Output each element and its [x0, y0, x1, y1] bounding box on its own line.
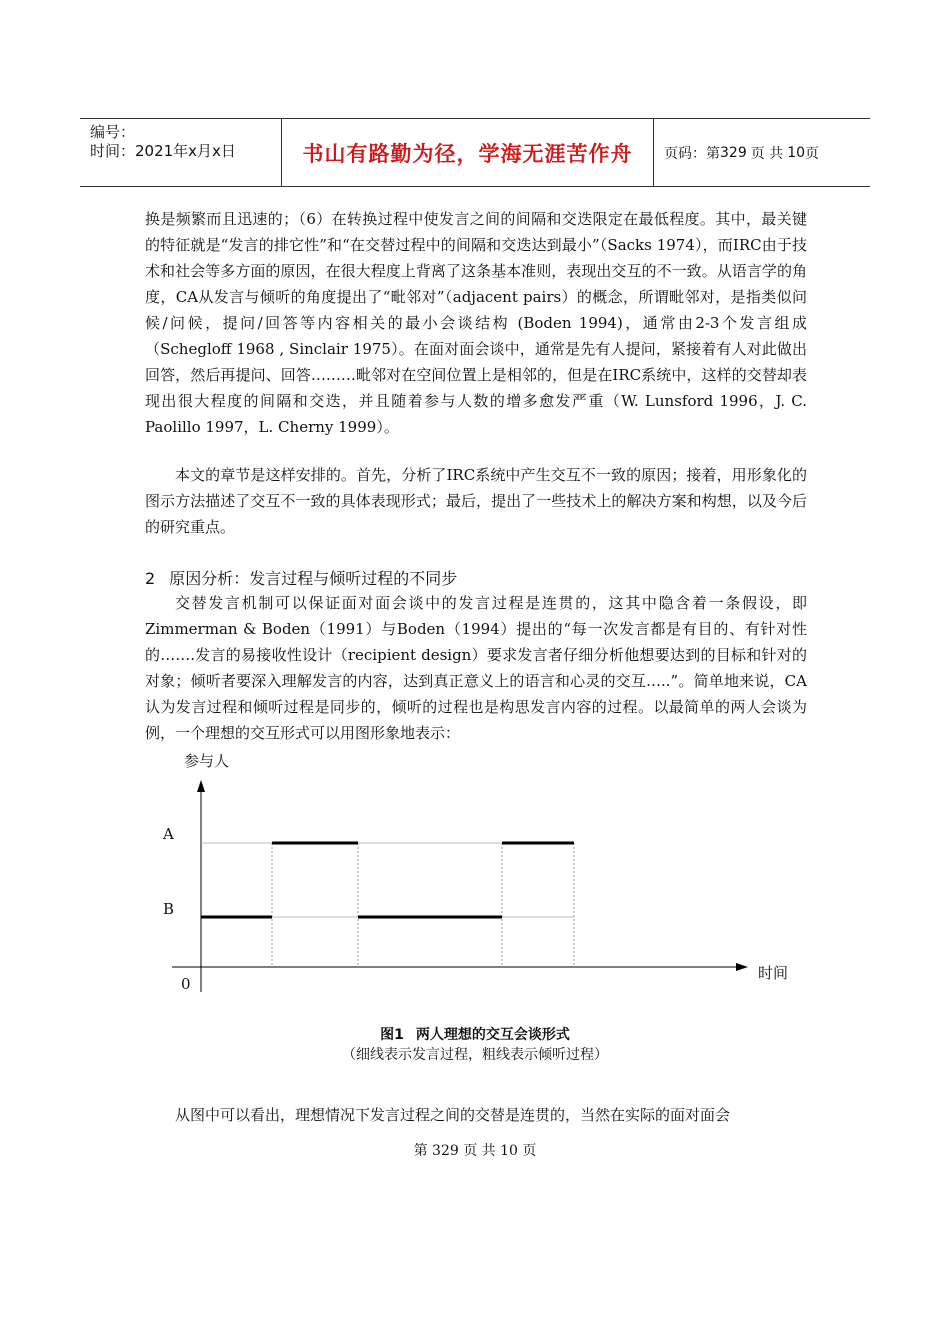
section-heading: [145, 566, 457, 589]
section-title: 原因分析：发言过程与倾听过程的不同步: [169, 569, 458, 588]
page-mid: 页 共: [750, 145, 784, 162]
page-number: 329: [720, 144, 747, 161]
figure-caption-note: （细线表示发言过程，粗线表示倾听过程）: [342, 1047, 608, 1063]
page-total: 10: [787, 144, 806, 161]
header-meta: [80, 119, 281, 186]
page-footer: 第 329 页 共 10 页: [413, 1143, 537, 1159]
paragraph-4: 从图中可以看出，理想情况下发言过程之间的交替是连贯的，当然在实际的面对面会: [175, 1106, 731, 1124]
paragraph-3: 交替发言机制可以保证面对面会谈中的发言过程是连贯的，这其中隐含着一条假设，即Zimmerman & Boden（1991）与Boden（1994）提出的“每一次发言都是有目的、有针对性的…….发言的易接收性设计（recipient design）要求发言者仔细分析他想要达到的目标和针对的对象；倾听者要深入理解发言的内容，达到真正意义上的语言和心灵的交互…..”。简单地来说，CA认为发言过程和倾听过程是同步的，倾听的过程也是构思发言内容的过程。以最简单的两人会谈为例，一个理想的交互形式可以用图形象地表示：: [145, 594, 807, 742]
x-axis-arrow-icon: [736, 963, 748, 971]
page-suffix: 页: [805, 145, 820, 162]
y-axis-label: 参与人: [184, 752, 230, 770]
figure-number: 图1: [380, 1027, 404, 1043]
page-header: [80, 118, 870, 187]
participant-b-label: B: [163, 900, 175, 918]
header-motto: 书山有路勤为径，学海无涯苦作舟: [281, 119, 654, 186]
section-number: 2: [145, 569, 156, 588]
page-prefix: 页码：第: [664, 145, 720, 162]
header-page-info: [654, 119, 870, 186]
serial-label: 编号：: [90, 123, 136, 141]
paragraph-2: 本文的章节是这样安排的。首先，分析了IRC系统中产生交互不一致的原因；接着，用形象化的图示方法描述了交互不一致的具体表现形式；最后，提出了一些技术上的解决方案和构想，以及今后的研究重点。: [145, 466, 807, 536]
time-label: 时间：2021年x月x日: [90, 142, 236, 160]
figure-title: 两人理想的交互会谈形式: [415, 1027, 570, 1043]
participant-a-label: A: [163, 825, 174, 843]
origin-label: 0: [181, 975, 191, 993]
paragraph-1: 换是频繁而且迅速的；（6）在转换过程中使发言之间的间隔和交迭限定在最低程度。其中，最关键的特征就是“发言的排它性”和“在交替过程中的间隔和交迭达到最小”（Sacks 1974），而IRC由于技术和社会等多方面的原因，在很大程度上背离了这条基本准则，表现出交互的不一致。从语言学的角度，CA从发言与倾听的角度提出了“毗邻对”（adjacent pairs）的概念，所谓毗邻对，是指类似问候/问候，提问/回答等内容相关的最小会谈结构 (Boden 1994)，通常由2-3个发言组成（Schegloff 1968 , Sinclair 1975）。在面对面会谈中，通常是先有人提问，紧接着有人对此做出回答，然后再提问、回答………毗邻对在空间位置上是相邻的，但是在IRC系统中，这样的交替却表现出很大程度的间隔和交迭，并且随着参与人数的增多愈发严重（W. Lunsford 1996，J. C. Paolillo 1997，L. Cherny 1999）。: [145, 210, 807, 436]
y-axis-arrow-icon: [197, 780, 205, 792]
x-axis-label: 时间: [758, 964, 789, 982]
figure-caption: [0, 1024, 950, 1044]
